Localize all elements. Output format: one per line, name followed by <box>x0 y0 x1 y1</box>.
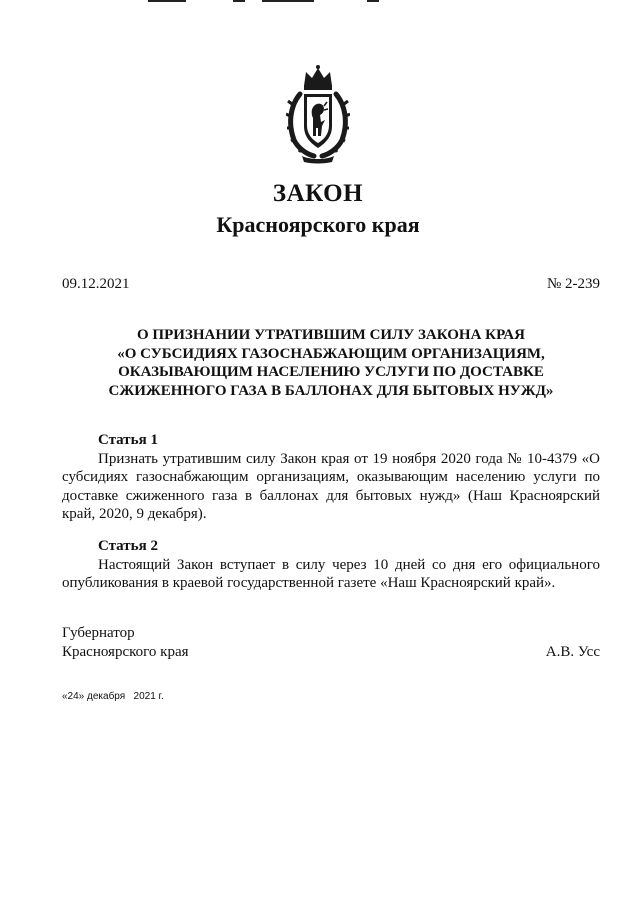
article-text: Признать утратившим силу Закон края от 19 ноября 2020 года № 10-4379 «О субсидиях газоснабжающим организациям, оказывающим населению услуги по доставке сжиженного газа в баллонах для бытовых нужд» (Наш Красноярский край, 2020, 9 декабря). <box>62 450 600 522</box>
signatory-position-line: Красноярского края <box>62 643 189 660</box>
article-1 <box>62 431 600 524</box>
document-subtitle: Красноярского края <box>216 212 420 237</box>
article-text: Настоящий Закон вступает в силу через 10 дней со дня его официального опубликования в краевой государственной газете «Наш Красноярский край». <box>62 556 600 591</box>
signatory-name: А.В. Усс <box>545 643 600 660</box>
signing-date: «24» декабря 2021 г. <box>62 691 164 702</box>
law-heading-line: О ПРИЗНАНИИ УТРАТИВШИМ СИЛУ ЗАКОНА КРАЯ <box>137 327 525 343</box>
law-heading-line: «О СУБСИДИЯХ ГАЗОСНАБЖАЮЩИМ ОРГАНИЗАЦИЯМ, <box>117 345 545 362</box>
krasnoyarsk-coat-of-arms-icon <box>286 64 350 164</box>
article-title: Статья 1 <box>98 432 158 448</box>
article-title: Статья 2 <box>98 538 158 554</box>
signatory-position-line: Губернатор <box>62 625 135 641</box>
article-2 <box>62 537 600 593</box>
law-heading <box>62 326 600 400</box>
document-meta-row <box>62 276 600 293</box>
document-number: № 2-239 <box>546 276 600 292</box>
signatory-position <box>62 624 189 661</box>
signature-block <box>62 624 600 661</box>
document-date: 09.12.2021 <box>62 276 130 292</box>
law-heading-line: ОКАЗЫВАЮЩИМ НАСЕЛЕНИЮ УСЛУГИ ПО ДОСТАВКЕ <box>118 364 544 380</box>
document-title: ЗАКОН <box>272 180 364 207</box>
law-heading-line: СЖИЖЕННОГО ГАЗА В БАЛЛОНАХ ДЛЯ БЫТОВЫХ НУЖД» <box>108 382 554 399</box>
scan-artifact-lines <box>0 0 636 4</box>
